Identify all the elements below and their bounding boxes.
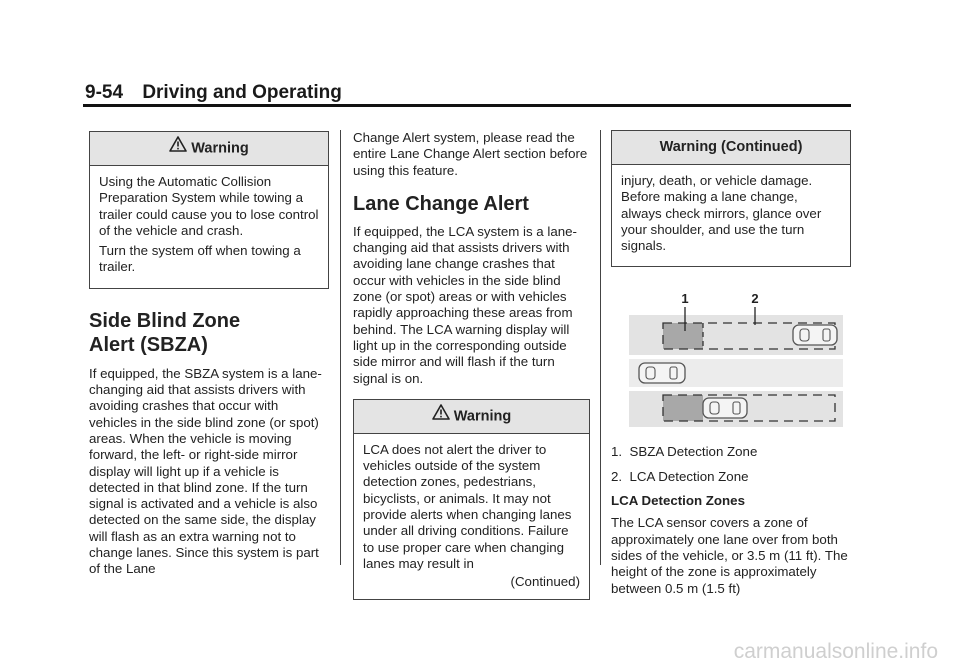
warning-box-continued [611, 130, 851, 267]
heading-line: Side Blind Zone [89, 309, 241, 332]
warning-header [354, 400, 589, 434]
warning-box [89, 131, 329, 289]
warning-body [354, 434, 589, 599]
sbza-zone-top [663, 323, 703, 349]
warning-body [90, 166, 328, 288]
legend-item [611, 444, 851, 460]
body-paragraph: If equipped, the SBZA system is a lane-changing aid that assists drivers with avoiding crashes that occur with vehicles in the side blind zone (or spot) areas. When the vehicle is moving forward, the left- or right-side mirror display will light up if a vehicle is detected in that blind zone. If the turn signal is activated and a vehicle is also detected on the same side, the display will flash as an extra warning not to change lanes. Since this system is part of the Lane [89, 365, 322, 577]
body-paragraph: If equipped, the LCA system is a lane-changing aid that assists drivers with avoiding lane change crashes that occur with vehicles in the side blind zone (or spot) areas or with vehicles rapidly approaching these areas from behind. The LCA warning display will light up in the corresponding outside side mirror and will flash if the turn signal is on. [353, 223, 577, 386]
column-1 [89, 131, 329, 584]
warning-icon [432, 400, 450, 433]
legend-label: SBZA Detection Zone [629, 444, 758, 460]
legend-number: 2. [611, 468, 623, 484]
vehicle-icon [639, 363, 685, 383]
warning-paragraph: Using the Automatic Collision Preparation System while towing a trailer could cause you to lose control of the vehicle and crash. [99, 174, 319, 238]
body-paragraph: The LCA sensor covers a zone of approximately one lane over from both sides of the vehicle, or 3.5 m (11 ft). The height of the zone is approximately between 0.5 m (1.5 ft) [611, 515, 848, 596]
warning-title: Warning [191, 140, 249, 157]
section-heading-sbza [89, 309, 329, 357]
warning-header: Warning (Continued) [612, 131, 850, 165]
column-divider [340, 130, 341, 565]
warning-body [612, 165, 850, 266]
page-header [85, 82, 342, 104]
section-heading-lca: Lane Change Alert [353, 192, 529, 215]
warning-icon [169, 132, 187, 165]
lane-zone-figure [625, 291, 847, 436]
heading-line: Alert (SBZA) [89, 333, 208, 356]
warning-paragraph: Turn the system off when towing a trailer. [99, 243, 301, 275]
column-3 [611, 130, 851, 603]
vehicle-icon [793, 325, 837, 345]
callout-number-2: 2 [751, 291, 759, 307]
warning-box [353, 399, 590, 600]
warning-title: Warning [453, 408, 512, 425]
continued-label: (Continued) [510, 574, 580, 590]
page-number: 9-54 [85, 82, 124, 103]
body-paragraph: Change Alert system, please read the entire Lane Change Alert section before using this feature. [353, 130, 588, 178]
figure-legend [611, 444, 851, 485]
warning-header [90, 132, 328, 166]
legend-label: LCA Detection Zone [629, 468, 749, 484]
section-title: Driving and Operating [142, 82, 342, 103]
vehicle-icon [703, 398, 747, 418]
legend-number: 1. [611, 444, 623, 460]
warning-paragraph: LCA does not alert the driver to vehicles outside of the system detection zones, pedestrians, bicyclists, or animals. It may not provide alerts when changing lanes under all driving conditions. Failure to use proper care when changing lanes may result in [363, 441, 572, 571]
column-2 [353, 130, 590, 600]
warning-paragraph: injury, death, or vehicle damage. Before making a lane change, always check mirrors, glance over your shoulder, and use the turn signals. [621, 173, 822, 254]
subheading-lca-zones: LCA Detection Zones [611, 493, 745, 509]
header-rule [83, 104, 851, 107]
column-divider [600, 130, 601, 565]
callout-number-1: 1 [681, 291, 689, 307]
legend-item [611, 469, 851, 485]
watermark: carmanualsonline.info [733, 640, 938, 663]
sbza-zone-bottom [663, 395, 703, 421]
